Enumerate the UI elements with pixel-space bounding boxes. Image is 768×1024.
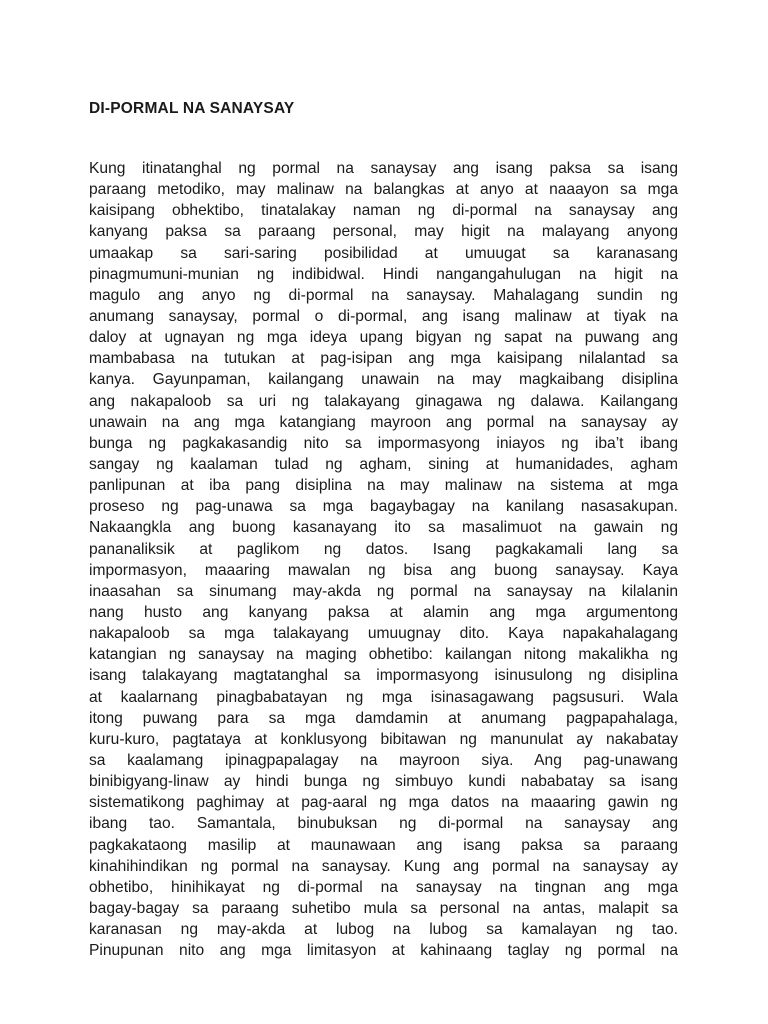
- text-line: bunga ng pagkakasandig nito sa impormasyong iniayos ng iba’t ibang: [89, 434, 678, 452]
- text-line: isang talakayang magtatanghal sa impormasyong isinusulong ng disiplina: [89, 667, 678, 685]
- essay-body: [89, 158, 678, 961]
- text-line: itong puwang para sa mga damdamin at anumang pagpapahalaga,: [89, 709, 678, 727]
- text-line: pagkakataong masilip at maunawaan ang isang paksa sa paraang: [89, 836, 678, 854]
- text-line: proseso ng pag-unawa sa mga bagaybagay na kanilang nasasakupan.: [89, 498, 678, 516]
- text-line: mambabasa na tutukan at pag-isipan ang mga kaisipang nilalantad sa: [89, 350, 678, 368]
- text-line: binibigyang-linaw ay hindi bunga ng simbuyo kundi nababatay sa isang: [89, 773, 678, 791]
- text-line: inaasahan sa sinumang may-akda ng pormal na sanaysay na kilalanin: [89, 582, 678, 600]
- text-line: magulo ang anyo ng di-pormal na sanaysay. Mahalagang sundin ng: [89, 286, 678, 304]
- text-line: kanya. Gayunpaman, kailangang unawain na may magkaibang disiplina: [89, 371, 678, 389]
- text-line: katangian ng sanaysay na maging obhetibo: kailangan nitong makalikha ng: [89, 646, 678, 664]
- text-line: umaakap sa sari-saring posibilidad at umuugat sa karanasang: [89, 244, 678, 262]
- text-line: kanyang paksa sa paraang personal, may higit na malayang anyong: [89, 223, 678, 241]
- text-line: Kung itinatanghal ng pormal na sanaysay ang isang paksa sa isang: [89, 160, 678, 177]
- text-line: bagay-bagay sa paraang suhetibo mula sa personal na antas, malapit sa: [89, 899, 678, 917]
- text-line: ang nakapaloob sa uri ng talakayang ginagawa ng dalawa. Kailangang: [89, 392, 678, 410]
- text-line: pananaliksik at paglikom ng datos. Isang pagkakamali lang sa: [89, 540, 678, 558]
- text-line: kuru-kuro, pagtataya at konklusyong bibitawan ng manunulat ay nakabatay: [89, 730, 678, 748]
- text-line: ibang tao. Samantala, binubuksan ng di-pormal na sanaysay ang: [89, 815, 678, 833]
- text-line: impormasyon, maaaring mawalan ng bisa ang buong sanaysay. Kaya: [89, 561, 678, 579]
- text-line: nakapaloob sa mga talakayang umuugnay dito. Kaya napakahalagang: [89, 625, 678, 643]
- text-line: paraang metodiko, may malinaw na balangkas at anyo at naaayon sa mga: [89, 181, 678, 199]
- text-line: kinahihindikan ng pormal na sanaysay. Kung ang pormal na sanaysay ay: [89, 857, 678, 875]
- document-title: DI-PORMAL NA SANAYSAY: [89, 100, 295, 117]
- text-line: pinagmumuni-munian ng indibidwal. Hindi nangangahulugan na higit na: [89, 265, 678, 283]
- text-line: sistematikong paghimay at pag-aaral ng mga datos na maaaring gawin ng: [89, 794, 678, 812]
- text-line: sangay ng kaalaman tulad ng agham, sining at humanidades, agham: [89, 455, 678, 473]
- text-line: at kaalarnang pinagbabatayan ng mga isinasagawang pagsusuri. Wala: [89, 688, 678, 706]
- text-line: panlipunan at iba pang disiplina na may malinaw na sistema at mga: [89, 477, 678, 495]
- text-line: unawain na ang mga katangiang mayroon ang pormal na sanaysay ay: [89, 413, 678, 431]
- text-line: karanasan ng may-akda at lubog na lubog sa kamalayan ng tao.: [89, 921, 678, 939]
- text-line: anumang sanaysay, pormal o di-pormal, ang isang malinaw at tiyak na: [89, 307, 678, 325]
- text-line: kaisipang obhektibo, tinatalakay naman ng di-pormal na sanaysay ang: [89, 202, 678, 220]
- text-line: daloy at ugnayan ng mga ideya upang bigyan ng sapat na puwang ang: [89, 329, 678, 347]
- text-line: Pinupunan nito ang mga limitasyon at kahinaang taglay ng pormal na: [89, 942, 678, 960]
- text-line: obhetibo, hinihikayat ng di-pormal na sanaysay na tingnan ang mga: [89, 878, 678, 896]
- text-line: nang husto ang kanyang paksa at alamin ang mga argumentong: [89, 603, 678, 621]
- text-line: Nakaangkla ang buong kasanayang ito sa masalimuot na gawain ng: [89, 519, 678, 537]
- text-line: sa kaalamang ipinagpapalagay na mayroon siya. Ang pag-unawang: [89, 751, 678, 769]
